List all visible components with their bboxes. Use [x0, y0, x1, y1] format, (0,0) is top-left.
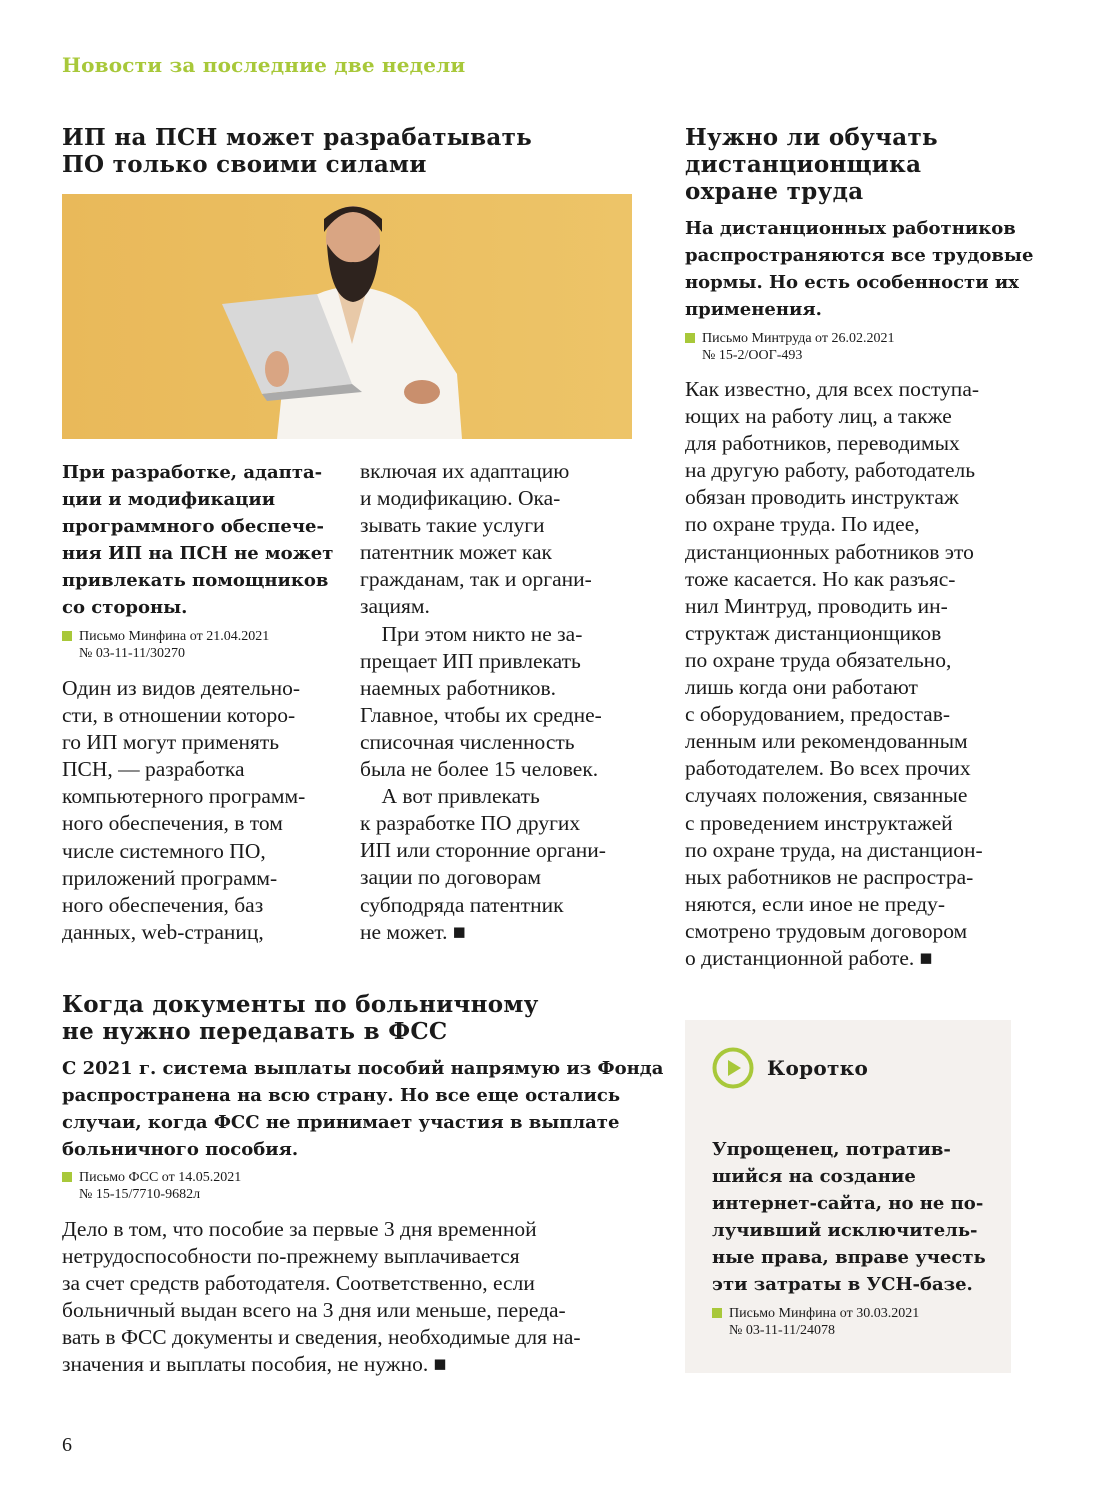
text-line: по охране труда, на дистанцион-	[685, 837, 983, 862]
text-line: случаях положения, связанные	[685, 783, 968, 808]
article1-source	[62, 628, 269, 662]
text-line: гражданам, так и органи-	[360, 567, 592, 592]
source-text	[79, 628, 269, 662]
text-line: для работников, переводимых	[685, 431, 960, 456]
text-line: лучивший исключитель-	[712, 1220, 978, 1241]
text-line: привлекать помощников	[62, 570, 329, 591]
text-line: нетрудоспособности по-прежнему выплачивается	[62, 1244, 520, 1269]
text-line: А вот привлекать	[360, 784, 540, 809]
text-line: Дело в том, что пособие за первые 3 дня временной	[62, 1217, 537, 1241]
bullet-square-icon	[62, 1172, 72, 1182]
article2-body	[685, 376, 983, 972]
text-line: не нужно передавать в ФСС	[62, 1018, 448, 1045]
text-line: распространяются все трудовые	[685, 245, 1034, 266]
source-text	[79, 1169, 241, 1203]
article3-lead	[62, 1055, 663, 1163]
text-line: тоже касается. Но как разъяс-	[685, 566, 956, 591]
text-line: При этом никто не за-	[360, 621, 583, 646]
text-line: няются, если иное не преду-	[685, 891, 945, 916]
text-line: С 2021 г. система выплаты пособий напрямую из Фонда	[62, 1058, 664, 1079]
text-line: по охране труда. По идее,	[685, 512, 920, 537]
section-title: Новости за последние две недели	[62, 53, 466, 77]
text-line: вать в ФСС документы и сведения, необходимые для на-	[62, 1325, 581, 1350]
brief-lead	[712, 1136, 986, 1298]
text-line: На дистанционных работников	[685, 218, 1016, 239]
text-line: наемных работников.	[360, 675, 557, 700]
text-line: го ИП могут применять	[62, 730, 280, 755]
text-line: ции и модификации	[62, 489, 276, 510]
article2-lead	[685, 215, 1033, 323]
text-line: Письмо ФСС от 14.05.2021	[79, 1170, 242, 1185]
text-line: о дистанционной работе. ■	[685, 945, 933, 970]
article2-title	[685, 124, 938, 205]
play-circle-icon	[712, 1047, 754, 1089]
text-line: Нужно ли обучать	[685, 124, 938, 151]
text-line: ные права, вправе учесть	[712, 1247, 986, 1268]
text-line: Упрощенец, потратив-	[712, 1139, 951, 1160]
article1-lead	[62, 459, 333, 621]
text-line: на другую работу, работодатель	[685, 458, 976, 483]
text-line: распространена на всю страну. Но все еще остались	[62, 1085, 621, 1106]
brief-source	[712, 1305, 919, 1339]
text-line: структаж дистанционщиков	[685, 620, 942, 645]
text-line: зации по договорам	[360, 865, 541, 890]
text-line: Письмо Минфина от 30.03.2021	[729, 1306, 920, 1321]
text-line: эти затраты в УСН-базе.	[712, 1274, 973, 1295]
text-line: зывать такие услуги	[360, 513, 545, 538]
text-line: нил Минтруд, проводить ин-	[685, 593, 948, 618]
text-line: с оборудованием, предостав-	[685, 702, 951, 727]
text-line: ного обеспечения, баз	[62, 892, 264, 917]
text-line: случаи, когда ФСС не принимает участия в выплате	[62, 1112, 620, 1133]
text-line: программного обеспече-	[62, 516, 324, 537]
text-line: При разработке, адапта-	[62, 462, 323, 483]
text-line: применения.	[685, 299, 822, 320]
text-line: данных, web-страниц,	[62, 919, 264, 944]
text-line: работодателем. Во всех прочих	[685, 756, 971, 781]
text-line: больничного пособия.	[62, 1139, 299, 1160]
article1-title	[62, 124, 532, 178]
text-line: списочная численность	[360, 729, 575, 754]
brief-box	[685, 1020, 1011, 1373]
text-line: Письмо Минтруда от 26.02.2021	[702, 331, 895, 346]
text-line: дистанционщика	[685, 151, 922, 178]
text-line: дистанционных работников это	[685, 539, 974, 564]
text-line: охране труда	[685, 178, 864, 205]
text-line: ИП на ПСН может разрабатывать	[62, 124, 533, 151]
page-number: 6	[62, 1434, 72, 1456]
text-line: ющих на работу лиц, а также	[685, 404, 952, 429]
text-line: интернет-сайта, но не по-	[712, 1193, 984, 1214]
text-line: субподряда патентник	[360, 892, 564, 917]
text-line: ПО только своими силами	[62, 151, 427, 178]
text-line: Когда документы по больничному	[62, 991, 539, 1018]
text-line: № 15-2/ООГ-493	[702, 348, 803, 363]
text-line: сти, в отношении которо-	[62, 703, 296, 728]
text-line: компьютерного программ-	[62, 784, 306, 809]
bullet-square-icon	[685, 333, 695, 343]
text-line: ИП или сторонние органи-	[360, 838, 606, 863]
text-line: обязан проводить инструктаж	[685, 485, 959, 510]
text-line: по охране труда обязательно,	[685, 647, 952, 672]
text-line: патентник может как	[360, 540, 552, 565]
text-line: ПСН, — разработка	[62, 757, 245, 782]
text-line: № 15-15/7710-9682л	[79, 1187, 201, 1202]
bullet-square-icon	[62, 631, 72, 641]
text-line: к разработке ПО других	[360, 811, 581, 836]
article2-source	[685, 330, 895, 364]
text-line: Главное, чтобы их средне-	[360, 702, 602, 727]
text-line: Письмо Минфина от 21.04.2021	[79, 629, 270, 644]
text-line: № 03-11-11/30270	[79, 646, 186, 661]
text-line: включая их адаптацию	[360, 459, 570, 483]
article-photo	[62, 194, 632, 439]
source-text	[729, 1305, 919, 1339]
text-line: значения и выплаты пособия, не нужно. ■	[62, 1352, 447, 1377]
article1-body-col1	[62, 675, 305, 946]
text-line: Как известно, для всех поступа-	[685, 377, 980, 401]
text-line: ния ИП на ПСН не может	[62, 543, 334, 564]
source-text	[702, 330, 895, 364]
text-line: со стороны.	[62, 597, 188, 618]
text-line: не может. ■	[360, 919, 466, 944]
text-line: № 03-11-11/24078	[729, 1323, 836, 1338]
text-line: с проведением инструктажей	[685, 810, 953, 835]
text-line: смотрено трудовым договором	[685, 918, 968, 943]
text-line: ленным или рекомендованным	[685, 729, 968, 754]
article3-source	[62, 1169, 241, 1203]
bullet-square-icon	[712, 1308, 722, 1318]
text-line: зациям.	[360, 594, 430, 619]
text-line: за счет средств работодателя. Соответственно, если	[62, 1271, 535, 1296]
text-line: прещает ИП привлекать	[360, 648, 581, 673]
man-with-laptop-image	[62, 194, 632, 439]
article3-title	[62, 991, 539, 1045]
article1-body-col2	[360, 458, 606, 946]
text-line: и модификацию. Ока-	[360, 486, 561, 511]
text-line: нормы. Но есть особенности их	[685, 272, 1019, 293]
text-line: лишь когда они работают	[685, 675, 918, 700]
text-line: Один из видов деятельно-	[62, 676, 301, 700]
article3-body	[62, 1216, 581, 1379]
text-line: больничный выдан всего на 3 дня или меньше, переда-	[62, 1298, 566, 1323]
text-line: ных работников не распростра-	[685, 864, 974, 889]
text-line: приложений программ-	[62, 865, 278, 890]
text-line: шийся на создание	[712, 1166, 916, 1187]
brief-title: Коротко	[767, 1056, 869, 1080]
text-line: числе системного ПО,	[62, 838, 266, 863]
text-line: ного обеспечения, в том	[62, 811, 283, 836]
text-line: была не более 15 человек.	[360, 757, 599, 782]
